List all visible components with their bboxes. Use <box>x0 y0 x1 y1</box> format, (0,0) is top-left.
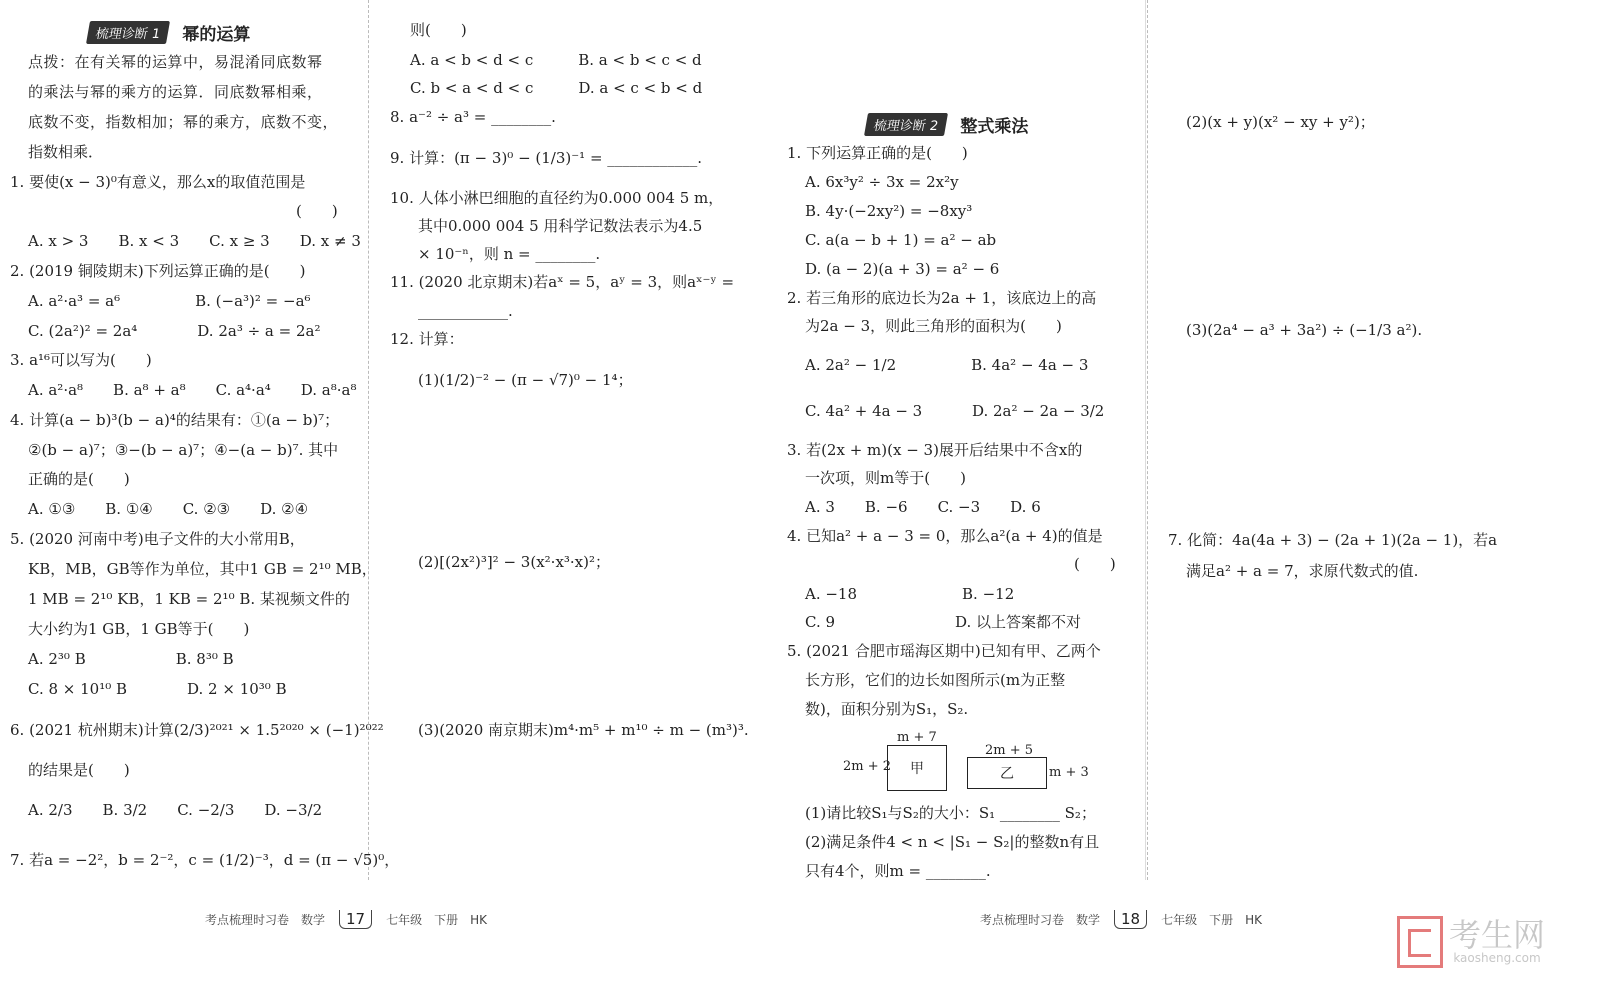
column-divider <box>368 0 369 880</box>
page-number: 17 <box>339 910 372 929</box>
question: 8. a⁻² ÷ a³ = ________. <box>390 108 556 126</box>
jia-left-label: 2m + 2 <box>843 759 892 774</box>
watermark-url: kaosheng.com <box>1453 951 1541 965</box>
logo-icon <box>1397 916 1443 968</box>
question: 4. 计算(a − b)³(b − a)⁴的结果有：①(a − b)⁷； <box>10 411 340 429</box>
question: 3. a¹⁶可以写为( ) <box>10 351 152 369</box>
question: 12. 计算： <box>390 330 464 348</box>
question-cont: ②(b − a)⁷；③−(b − a)⁷；④−(a − b)⁷. 其中 <box>28 441 339 459</box>
options: A. −18 B. −12 <box>805 585 1015 603</box>
question-cont: 大小约为1 GB，1 GB等于( ) <box>28 620 250 638</box>
options: D. (a − 2)(a + 3) = a² − 6 <box>805 260 1000 278</box>
tip-line: 指数相乘． <box>28 143 104 161</box>
question: 1. 要使(x − 3)⁰有意义，那么x的取值范围是 <box>10 173 306 191</box>
rectangle-jia <box>887 745 947 791</box>
options: A. 2³⁰ B B. 8³⁰ B <box>28 650 234 668</box>
answer-bracket: ( ) <box>296 202 338 220</box>
question: 5. (2020 河南中考)电子文件的大小常用B， <box>10 530 305 548</box>
answer-bracket: ( ) <box>1074 555 1116 573</box>
question-cont: 正确的是( ) <box>28 470 130 488</box>
rectangle-yi <box>967 757 1047 789</box>
yi-right-label: m + 3 <box>1049 765 1089 780</box>
options: A. ①③ B. ①④ C. ②③ D. ②④ <box>28 500 309 518</box>
question-cont: 则( ) <box>410 21 467 39</box>
options: A. a < b < d < c B. a < b < c < d <box>410 51 702 69</box>
tip-line: 底数不变，指数相加；幂的乘方，底数不变， <box>28 113 339 131</box>
options: B. 4y·(−2xy²) = −8xy³ <box>805 202 973 220</box>
section-header <box>88 20 250 45</box>
sub-question: (2)(x + y)(x² − xy + y²)； <box>1186 113 1375 131</box>
options: C. 4a² + 4a − 3 D. 2a² − 2a − 3/2 <box>805 402 1105 420</box>
sub-question: (3)(2020 南京期末)m⁴·m⁵ + m¹⁰ ÷ m − (m³)³. <box>418 721 749 739</box>
rectangle-jia-label: 甲 <box>910 761 924 777</box>
sub-question: (1)(1/2)⁻² − (π − √7)⁰ − 1⁴； <box>418 371 633 389</box>
options: C. a(a − b + 1) = a² − ab <box>805 231 997 249</box>
section-badge: 梳理诊断 1 <box>86 21 170 44</box>
yi-top-label: 2m + 5 <box>985 743 1034 758</box>
footer-title: 考点梳理时习卷 数学 <box>980 913 1101 927</box>
question-cont: × 10⁻ⁿ，则 n = ________. <box>418 245 601 263</box>
sub-question: (2)满足条件4 < n < |S₁ − S₂|的整数n有且 <box>805 833 1100 851</box>
question-cont: 为2a − 3，则此三角形的面积为( ) <box>805 317 1062 335</box>
question-cont: 满足a² + a = 7，求原代数式的值. <box>1186 562 1419 580</box>
question-cont: 一次项，则m等于( ) <box>805 469 966 487</box>
options: A. 6x³y² ÷ 3x = 2x²y <box>805 173 959 191</box>
page-divider <box>1145 0 1146 880</box>
question-cont: 数)，面积分别为S₁，S₂. <box>805 700 969 718</box>
options: A. 3 B. −6 C. −3 D. 6 <box>805 498 1041 516</box>
question-cont: 的结果是( ) <box>28 761 130 779</box>
question: 7. 若a = −2²，b = 2⁻²，c = (1/2)⁻³，d = (π − √5)⁰， <box>10 851 400 869</box>
question-cont: 其中0.000 004 5 用科学记数法表示为4.5 <box>418 217 703 235</box>
footer-grade: 七年级 下册 HK <box>386 913 488 927</box>
footer-title: 考点梳理时习卷 数学 <box>205 913 326 927</box>
options: A. 2a² − 1/2 B. 4a² − 4a − 3 <box>805 356 1089 374</box>
question: 11. (2020 北京期末)若aˣ = 5，aʸ = 3，则aˣ⁻ʸ = <box>390 273 735 291</box>
question: 9. 计算：(π − 3)⁰ − (1/3)⁻¹ = ____________. <box>390 149 703 167</box>
sub-question: 只有4个，则m = ________. <box>805 862 991 880</box>
question: 2. 若三角形的底边长为2a + 1，该底边上的高 <box>787 289 1097 307</box>
section-title: 整式乘法 <box>960 117 1029 137</box>
question: 5. (2021 合肥市瑶海区期中)已知有甲、乙两个 <box>787 642 1101 660</box>
watermark-logo <box>1397 916 1545 968</box>
page-number: 18 <box>1114 910 1147 929</box>
section-header <box>866 112 1028 137</box>
tip-line: 点拨：在有关幂的运算中，易混淆同底数幂 <box>28 53 323 71</box>
sub-question: (3)(2a⁴ − a³ + 3a²) ÷ (−1/3 a²). <box>1186 321 1423 339</box>
sub-question: (1)请比较S₁与S₂的大小：S₁ ________ S₂； <box>805 804 1096 822</box>
answer-blank: ____________. <box>418 302 513 320</box>
question: 3. 若(2x + m)(x − 3)展开后结果中不含x的 <box>787 441 1083 459</box>
question-cont: 1 MB = 2¹⁰ KB，1 KB = 2¹⁰ B. 某视频文件的 <box>28 590 350 608</box>
page-footer <box>980 910 1262 929</box>
question: 10. 人体小淋巴细胞的直径约为0.000 004 5 m， <box>390 189 724 207</box>
page-footer <box>205 910 487 929</box>
options: C. (2a²)² = 2a⁴ D. 2a³ ÷ a = 2a² <box>28 322 321 340</box>
question: 2. (2019 铜陵期末)下列运算正确的是( ) <box>10 262 306 280</box>
options: A. 2/3 B. 3/2 C. −2/3 D. −3/2 <box>28 801 323 819</box>
options: C. 8 × 10¹⁰ B D. 2 × 10³⁰ B <box>28 680 287 698</box>
options: C. 9 D. 以上答案都不对 <box>805 613 1082 631</box>
sub-question: (2)[(2x²)³]² − 3(x²·x³·x)²； <box>418 553 611 571</box>
column-divider <box>1147 0 1148 880</box>
rectangle-yi-label: 乙 <box>1000 766 1014 782</box>
question-cont: 长方形，它们的边长如图所示(m为正整 <box>805 671 1066 689</box>
footer-grade: 七年级 下册 HK <box>1161 913 1263 927</box>
watermark-text: 考生网 <box>1448 916 1545 954</box>
jia-top-label: m + 7 <box>897 730 937 745</box>
question: 4. 已知a² + a − 3 = 0，那么a²(a + 4)的值是 <box>787 527 1103 545</box>
tip-line: 的乘法与幂的乘方的运算．同底数幂相乘， <box>28 83 323 101</box>
question-cont: KB，MB，GB等作为单位，其中1 GB = 2¹⁰ MB， <box>28 560 377 578</box>
section-badge: 梳理诊断 2 <box>864 113 948 136</box>
options: A. a²·a³ = a⁶ B. (−a³)² = −a⁶ <box>28 292 311 310</box>
question: 1. 下列运算正确的是( ) <box>787 144 968 162</box>
options: C. b < a < d < c D. a < c < b < d <box>410 79 703 97</box>
section-title: 幂的运算 <box>182 25 251 45</box>
options: A. x > 3 B. x < 3 C. x ≥ 3 D. x ≠ 3 <box>28 232 361 250</box>
options: A. a²·a⁸ B. a⁸ + a⁸ C. a⁴·a⁴ D. a⁸·a⁸ <box>28 381 357 399</box>
question: 7. 化简：4a(4a + 3) − (2a + 1)(2a − 1)，若a <box>1168 531 1498 549</box>
question: 6. (2021 杭州期末)计算(2/3)²⁰²¹ × 1.5²⁰²⁰ × (−1)²⁰²² <box>10 721 384 739</box>
